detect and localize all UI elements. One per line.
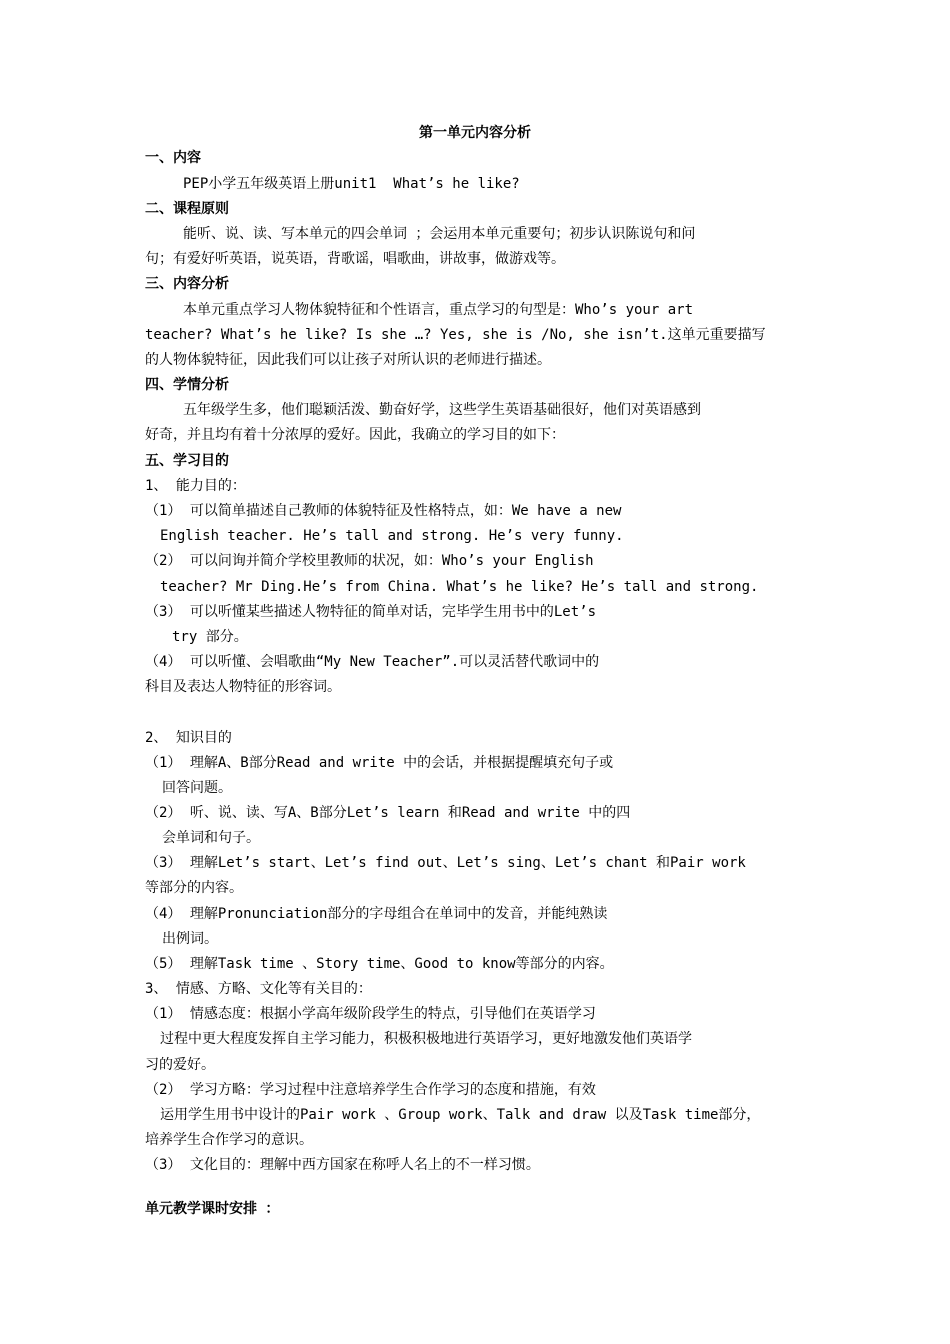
list-item: （2） 学习方略：学习过程中注意培养学生合作学习的态度和措施，有效 xyxy=(145,1082,596,1098)
goal-group-title: 2、 知识目的 xyxy=(145,730,232,746)
list-item-continuation: 回答问题。 xyxy=(162,780,232,796)
list-item-continuation: 会单词和句子。 xyxy=(162,830,260,846)
document-title: 第一单元内容分析 xyxy=(419,125,531,141)
list-item: （1） 可以简单描述自己教师的体貌特征及性格特点，如：We have a new xyxy=(145,503,622,519)
list-item-continuation: English teacher. He’s tall and strong. He’s very funny. xyxy=(160,528,624,544)
list-item: （1） 理解A、B部分Read and write 中的会话，并根据提醒填充句子或 xyxy=(145,755,614,771)
list-item: （1） 情感态度：根据小学高年级阶段学生的特点，引导他们在英语学习 xyxy=(145,1006,596,1022)
section-heading-content: 一、内容 xyxy=(145,150,201,166)
list-item-continuation: 等部分的内容。 xyxy=(145,880,243,896)
list-item-continuation: 培养学生合作学习的意识。 xyxy=(145,1132,313,1148)
goal-group-title: 3、 情感、方略、文化等有关目的： xyxy=(145,981,372,997)
paragraph-line: 五年级学生多，他们聪颖活泼、勤奋好学，这些学生英语基础很好，他们对英语感到 xyxy=(183,402,701,418)
paragraph-line: 好奇，并且均有着十分浓厚的爱好。因此，我确立的学习目的如下： xyxy=(145,427,565,443)
paragraph-line: PEP小学五年级英语上册unit1 What’s he like? xyxy=(183,176,520,192)
schedule-heading: 单元教学课时安排 ： xyxy=(145,1201,280,1217)
section-heading-goals: 五、学习目的 xyxy=(145,453,229,469)
list-item: （4） 理解Pronunciation部分的字母组合在单词中的发音，并能纯熟读 xyxy=(145,906,608,922)
goal-group-title: 1、 能力目的： xyxy=(145,478,246,494)
list-item-continuation: teacher? Mr Ding.He’s from China. What’s he like? He’s tall and strong. xyxy=(160,579,759,595)
list-item: （4） 可以听懂、会唱歌曲“My New Teacher”.可以灵活替代歌词中的 xyxy=(145,654,600,670)
list-item: （5） 理解Task time 、Story time、Good to know等部分的内容。 xyxy=(145,956,614,972)
paragraph-line: 句；有爱好听英语，说英语，背歌谣，唱歌曲，讲故事，做游戏等。 xyxy=(145,251,565,267)
section-heading-students: 四、学情分析 xyxy=(145,377,229,393)
list-item: （3） 理解Let’s start、Let’s find out、Let’s sing、Let’s chant 和Pair work xyxy=(145,855,746,871)
list-item: （3） 可以听懂某些描述人物特征的简单对话，完毕学生用书中的Let’s xyxy=(145,604,596,620)
paragraph-line: teacher? What’s he like? Is she …? Yes, she is /No, she isn’t.这单元重要描写 xyxy=(145,327,766,343)
paragraph-line: 能听、说、读、写本单元的四会单词 ；会运用本单元重要句；初步认识陈说句和问 xyxy=(183,226,696,242)
list-item-continuation: 出例词。 xyxy=(162,931,218,947)
list-item: （3） 文化目的：理解中西方国家在称呼人名上的不一样习惯。 xyxy=(145,1157,540,1173)
list-item-continuation: 过程中更大程度发挥自主学习能力，积极积极地进行英语学习，更好地激发他们英语学 xyxy=(160,1031,692,1047)
list-item-continuation: try 部分。 xyxy=(172,629,248,645)
list-item: （2） 听、说、读、写A、B部分Let’s learn 和Read and write 中的四 xyxy=(145,805,631,821)
section-heading-analysis: 三、内容分析 xyxy=(145,276,229,292)
list-item-continuation: 科目及表达人物特征的形容词。 xyxy=(145,679,341,695)
section-heading-principle: 二、课程原则 xyxy=(145,201,229,217)
paragraph-line: 本单元重点学习人物体貌特征和个性语言，重点学习的句型是：Who’s your art xyxy=(183,302,694,318)
list-item-continuation: 习的爱好。 xyxy=(145,1057,215,1073)
paragraph-line: 的人物体貌特征，因此我们可以让孩子对所认识的老师进行描述。 xyxy=(145,352,551,368)
list-item-continuation: 运用学生用书中设计的Pair work 、Group work、Talk and draw 以及Task time部分， xyxy=(160,1107,761,1123)
list-item: （2） 可以问询并简介学校里教师的状况，如：Who’s your English xyxy=(145,553,594,569)
